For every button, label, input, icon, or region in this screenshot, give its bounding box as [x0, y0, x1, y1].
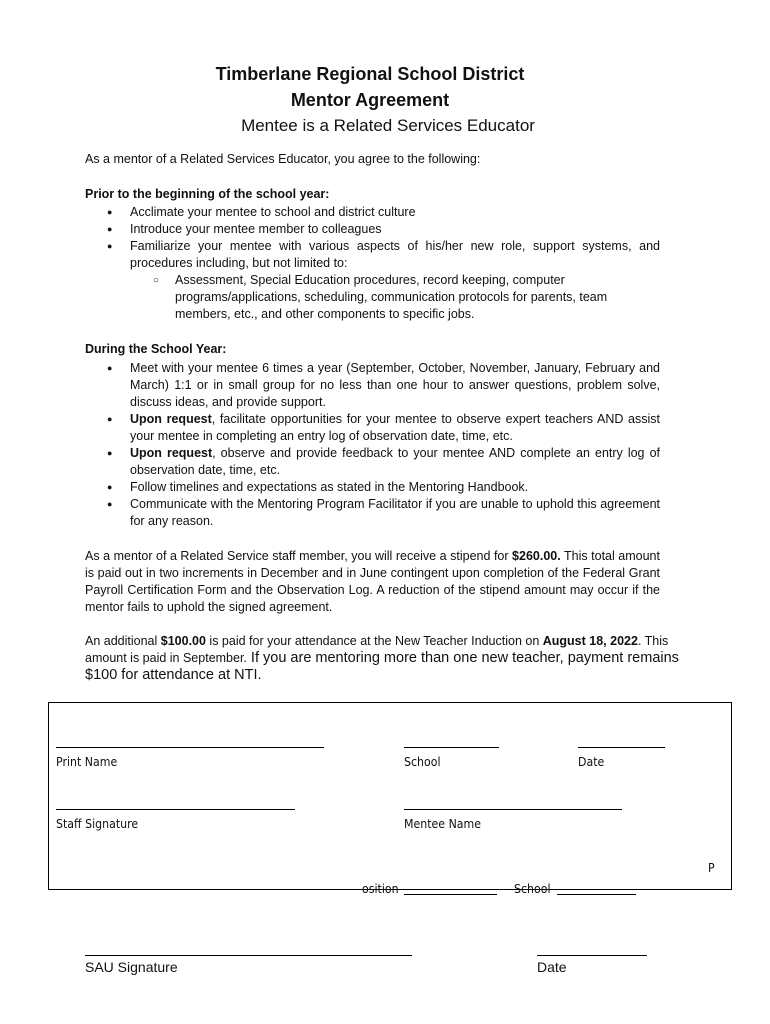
school-label: School — [404, 754, 441, 769]
sau-signature-label: SAU Signature — [85, 959, 178, 975]
list-item: ● Meet with your mentee 6 times a year (September, October, November, January, February and March) 1:1 or in small group for no less than one hour to answer questions, problem solve, discuss ideas, and provide support. — [85, 360, 660, 411]
print-name-line[interactable] — [56, 747, 324, 748]
list-item: ● Upon request, facilitate opportunities for your mentee to observe expert teachers AND assist your mentee in completing an entry log of observation date, time, etc. — [85, 411, 660, 445]
signature-box — [48, 702, 732, 890]
mentee-name-label: Mentee Name — [404, 816, 482, 831]
sau-signature-line[interactable] — [85, 955, 412, 956]
prior-sublist — [130, 272, 660, 323]
position-p-fragment: P — [708, 860, 715, 875]
school2-label: School — [514, 881, 551, 896]
school2-line[interactable] — [557, 894, 636, 895]
list-item: ● Introduce your mentee member to colleagues — [85, 221, 660, 238]
staff-signature-label: Staff Signature — [56, 816, 139, 831]
document-subtitle: Mentee is a Related Services Educator — [241, 116, 535, 135]
district-title: Timberlane Regional School District — [215, 64, 525, 84]
intro-text: As a mentor of a Related Services Educator, you agree to the following: — [85, 152, 481, 166]
mentee-name-line[interactable] — [404, 809, 622, 810]
list-item: ● Upon request, observe and provide feedback to your mentee AND complete an entry log of observation date, time, etc. — [85, 445, 660, 479]
during-heading: During the School Year: — [85, 342, 227, 356]
staff-signature-line[interactable] — [56, 809, 295, 810]
sau-date-label: Date — [537, 959, 567, 975]
position-label: osition — [362, 881, 399, 896]
list-item: ● Communicate with the Mentoring Program Facilitator if you are unable to uphold this agreement for any reason. — [85, 496, 660, 530]
list-item: ● Familiarize your mentee with various aspects of his/her new role, support systems, and procedures including, but not limited to: ○ Assessment, Special Education procedures, record keeping, computer programs/applications, scheduling, communication protocols for parents, team members, etc., and other components to specific jobs. — [85, 238, 660, 323]
document-title: Mentor Agreement — [290, 90, 450, 110]
print-name-label: Print Name — [56, 754, 118, 769]
date-label: Date — [578, 754, 605, 769]
additional-paragraph: An additional $100.00 is paid for your attendance at the New Teacher Induction on August 18, 2022. This amount is paid in September. If you are mentoring more than one new teacher, payment remains $100 for attendance at NTI. — [85, 634, 679, 683]
prior-list — [85, 204, 660, 323]
stipend-paragraph: As a mentor of a Related Service staff member, you will receive a stipend for $260.00. This total amount is paid out in two increments in December and in June contingent upon completion of the Federal Grant Payroll Certification Form and the Observation Log. A reduction of the stipend amount may occur if the mentor fails to uphold the signed agreement. — [85, 549, 660, 614]
position-line[interactable] — [404, 894, 497, 895]
sau-date-line[interactable] — [537, 955, 647, 956]
sub-list-item: ○ Assessment, Special Education procedures, record keeping, computer programs/applications, scheduling, communication protocols for parents, team members, etc., and other components to specific jobs. — [130, 272, 660, 323]
date-line[interactable] — [578, 747, 665, 748]
list-item: ● Follow timelines and expectations as stated in the Mentoring Handbook. — [85, 479, 660, 496]
school-line[interactable] — [404, 747, 499, 748]
list-item: ● Acclimate your mentee to school and district culture — [85, 204, 660, 221]
during-list — [85, 360, 660, 530]
prior-heading: Prior to the beginning of the school year: — [85, 187, 330, 201]
